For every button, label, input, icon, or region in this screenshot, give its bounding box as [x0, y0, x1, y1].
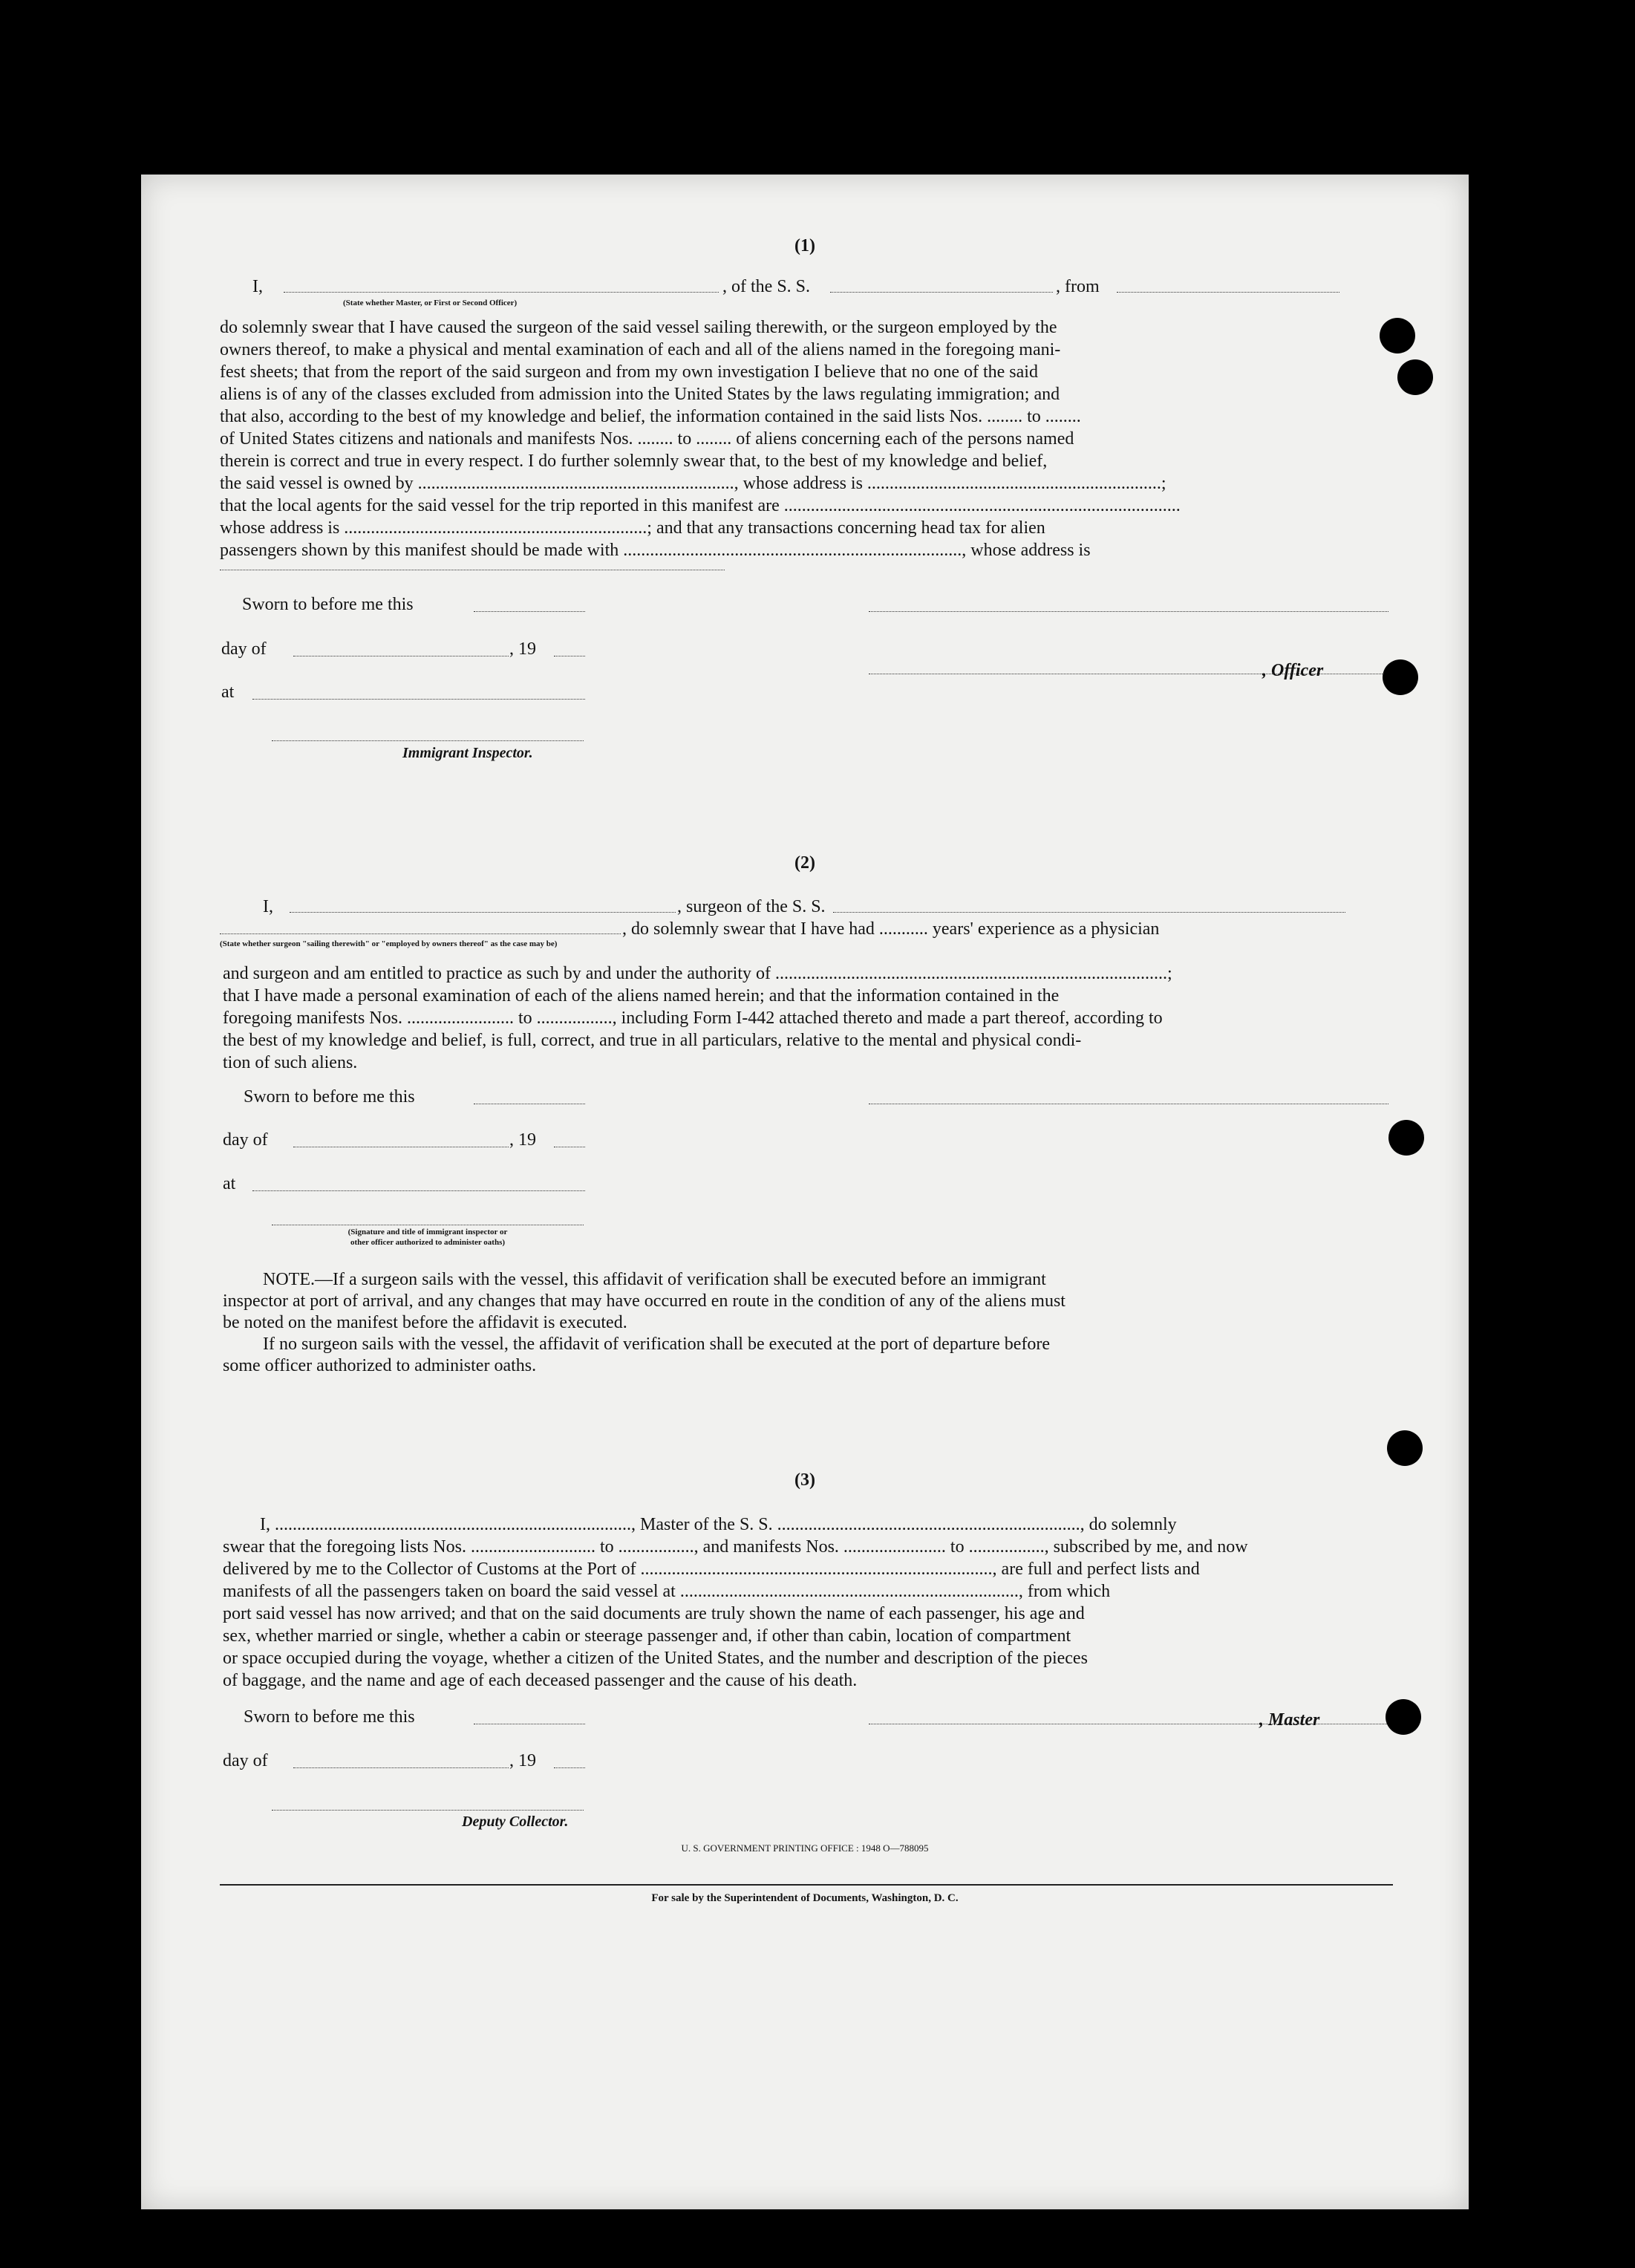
surgeon-vessel-blank — [833, 912, 1345, 913]
section-1-body-line: aliens is of any of the classes excluded from admission into the United States by the laws regulating immigration; and — [220, 385, 1060, 404]
note-line: be noted on the manifest before the affidavit is executed. — [223, 1313, 627, 1332]
section-2-body-line: the best of my knowledge and belief, is full, correct, and true in all particulars, relative to the mental and physical condi- — [223, 1031, 1082, 1050]
section-2-i-label: I, — [263, 897, 273, 916]
section-2-number: (2) — [794, 853, 815, 873]
section-2-surgeon-of: , surgeon of the S. S. — [677, 897, 826, 916]
section-3-year-blank — [554, 1767, 585, 1768]
section-1-at: at — [221, 682, 235, 702]
section-1-body-line: owners thereof, to make a physical and mental examination of each and all of the aliens named in the foregoing mani- — [220, 340, 1061, 359]
sailing-note: (State whether surgeon "sailing therewith" or "employed by owners thereof" as the case may be) — [220, 939, 558, 948]
vessel-blank — [830, 292, 1053, 293]
section-1-i-label: I, — [252, 277, 263, 296]
surgeon-name-blank — [290, 912, 676, 913]
section-1-body-line: that the local agents for the said vessel for the trip reported in this manifest are ......................................................................................... — [220, 496, 1181, 515]
section-1-day-of: day of — [221, 639, 267, 659]
section-2-year: , 19 — [509, 1130, 536, 1150]
section-1-year: , 19 — [509, 639, 536, 659]
section-1-body-line: fest sheets; that from the report of the said surgeon and from my own investigation I believe that no one of the said — [220, 362, 1038, 382]
section-1-body-line: do solemnly swear that I have caused the surgeon of the said vessel sailing therewith, or the surgeon employed by the — [220, 318, 1057, 337]
section-3-deputy: Deputy Collector. — [462, 1814, 569, 1830]
section-3-day-of: day of — [223, 1751, 268, 1770]
section-3-body-line: sex, whether married or single, whether a cabin or steerage passenger and, if other than cabin, location of compartment — [223, 1626, 1071, 1646]
section-2-body-line: tion of such aliens. — [223, 1053, 358, 1072]
section-2-sworn: Sworn to before me this — [244, 1087, 415, 1107]
punch-hole — [1386, 1699, 1421, 1735]
section-1-from: , from — [1056, 277, 1100, 296]
note-line: inspector at port of arrival, and any changes that may have occurred en route in the condition of any of the aliens must — [223, 1291, 1065, 1311]
section-1-body-line: that also, according to the best of my knowledge and belief, the information contained in the said lists Nos. ........ to ........ — [220, 407, 1081, 426]
section-2-at: at — [223, 1174, 236, 1193]
section-1-inspector: Immigrant Inspector. — [402, 745, 533, 761]
at-blank — [252, 699, 585, 700]
surgeon-sailing-blank — [220, 933, 621, 934]
manifest-back-page — [141, 175, 1469, 2209]
punch-hole — [1383, 659, 1418, 695]
signature-note-2: other officer authorized to administer oaths) — [350, 1238, 506, 1247]
section-2-swear: , do solemnly swear that I have had ........... years' experience as a physician — [622, 919, 1160, 939]
section-3-master: , Master — [1259, 1710, 1320, 1730]
section-1-body-line: of United States citizens and nationals and manifests Nos. ........ to ........ of aliens concerning each of the persons named — [220, 429, 1074, 449]
inspector-signature-line — [272, 740, 584, 741]
section-2-body-line: that I have made a personal examination of each of the aliens named herein; and that the information contained in the — [223, 986, 1060, 1006]
section-3-sworn: Sworn to before me this — [244, 1707, 415, 1727]
section-1-officer: , Officer — [1262, 661, 1324, 680]
officer-blank — [284, 292, 719, 293]
officer-signature-line — [869, 611, 1388, 612]
section-1-line-1 — [252, 276, 263, 297]
punch-hole — [1397, 359, 1433, 395]
note-line: If no surgeon sails with the vessel, the affidavit of verification shall be executed at the port of departure before — [263, 1335, 1051, 1354]
section-3-body-line: manifests of all the passengers taken on board the said vessel at ............................................................................, from which — [223, 1582, 1111, 1601]
section-1-of-ss: , of the S. S. — [722, 277, 811, 296]
note-line: some officer authorized to administer oaths. — [223, 1356, 537, 1375]
printing-office-imprint: U. S. GOVERNMENT PRINTING OFFICE : 1948 O—788095 — [681, 1842, 929, 1854]
section-1-body-line: therein is correct and true in every respect. I do further solemnly swear that, to the best of my knowledge and belief, — [220, 452, 1048, 471]
section-3-body-line: or space occupied during the voyage, whether a citizen of the United States, and the number and description of the pieces — [223, 1649, 1088, 1668]
section-1-number: (1) — [794, 236, 815, 255]
section-3-body-line: I, ................................................................................, Master of the S. S. ...................................................................., do solemnly — [260, 1515, 1177, 1534]
section-1-sworn: Sworn to before me this — [242, 595, 414, 614]
footer-rule — [220, 1884, 1393, 1886]
punch-hole — [1380, 318, 1415, 353]
section-3-body-line: of baggage, and the name and age of each deceased passenger and the cause of his death. — [223, 1671, 858, 1690]
deputy-signature-line — [272, 1810, 584, 1811]
section-3-body-line: delivered by me to the Collector of Customs at the Port of ..............................................................................., are full and perfect lists and — [223, 1560, 1200, 1579]
section-1-body-line: whose address is ....................................................................; and that any transactions concerning head tax for alien — [220, 518, 1045, 538]
section-3-body-line: swear that the foregoing lists Nos. ............................ to ................., and manifests Nos. ....................... to ................., subscribed by me, and now — [223, 1537, 1248, 1557]
note-line: NOTE.—If a surgeon sails with the vessel, this affidavit of verification shall be executed before an immigrant — [263, 1270, 1046, 1289]
section-3-day-blank — [293, 1767, 509, 1768]
section-2-body-line: foregoing manifests Nos. ........................ to ................., including Form I-442 attached thereto and made a part thereof, according to — [223, 1008, 1163, 1028]
for-sale-notice: For sale by the Superintendent of Documents, Washington, D. C. — [651, 1892, 959, 1904]
section-3-body-line: port said vessel has now arrived; and that on the said documents are truly shown the name of each passenger, his age and — [223, 1604, 1085, 1623]
section-2-day-of: day of — [223, 1130, 268, 1150]
section-2-body-line: and surgeon and am entitled to practice as such by and under the authority of ........................................................................................; — [223, 964, 1172, 983]
punch-hole — [1387, 1430, 1423, 1466]
signature-note-1: (Signature and title of immigrant inspector or — [347, 1228, 508, 1236]
officer-note: (State whether Master, or First or Second Officer) — [343, 299, 518, 307]
section-3-number: (3) — [794, 1470, 815, 1490]
section-3-year: , 19 — [509, 1751, 536, 1770]
section-2-at-blank — [252, 1190, 585, 1191]
section-1-body-line: the said vessel is owned by ......................................................................., whose address is ..................................................................; — [220, 474, 1166, 493]
punch-hole — [1388, 1120, 1424, 1156]
section-1-body-line: passengers shown by this manifest should be made with ............................................................................, whose address is — [220, 541, 1091, 560]
from-blank — [1117, 292, 1339, 293]
sworn-blank — [474, 611, 585, 612]
